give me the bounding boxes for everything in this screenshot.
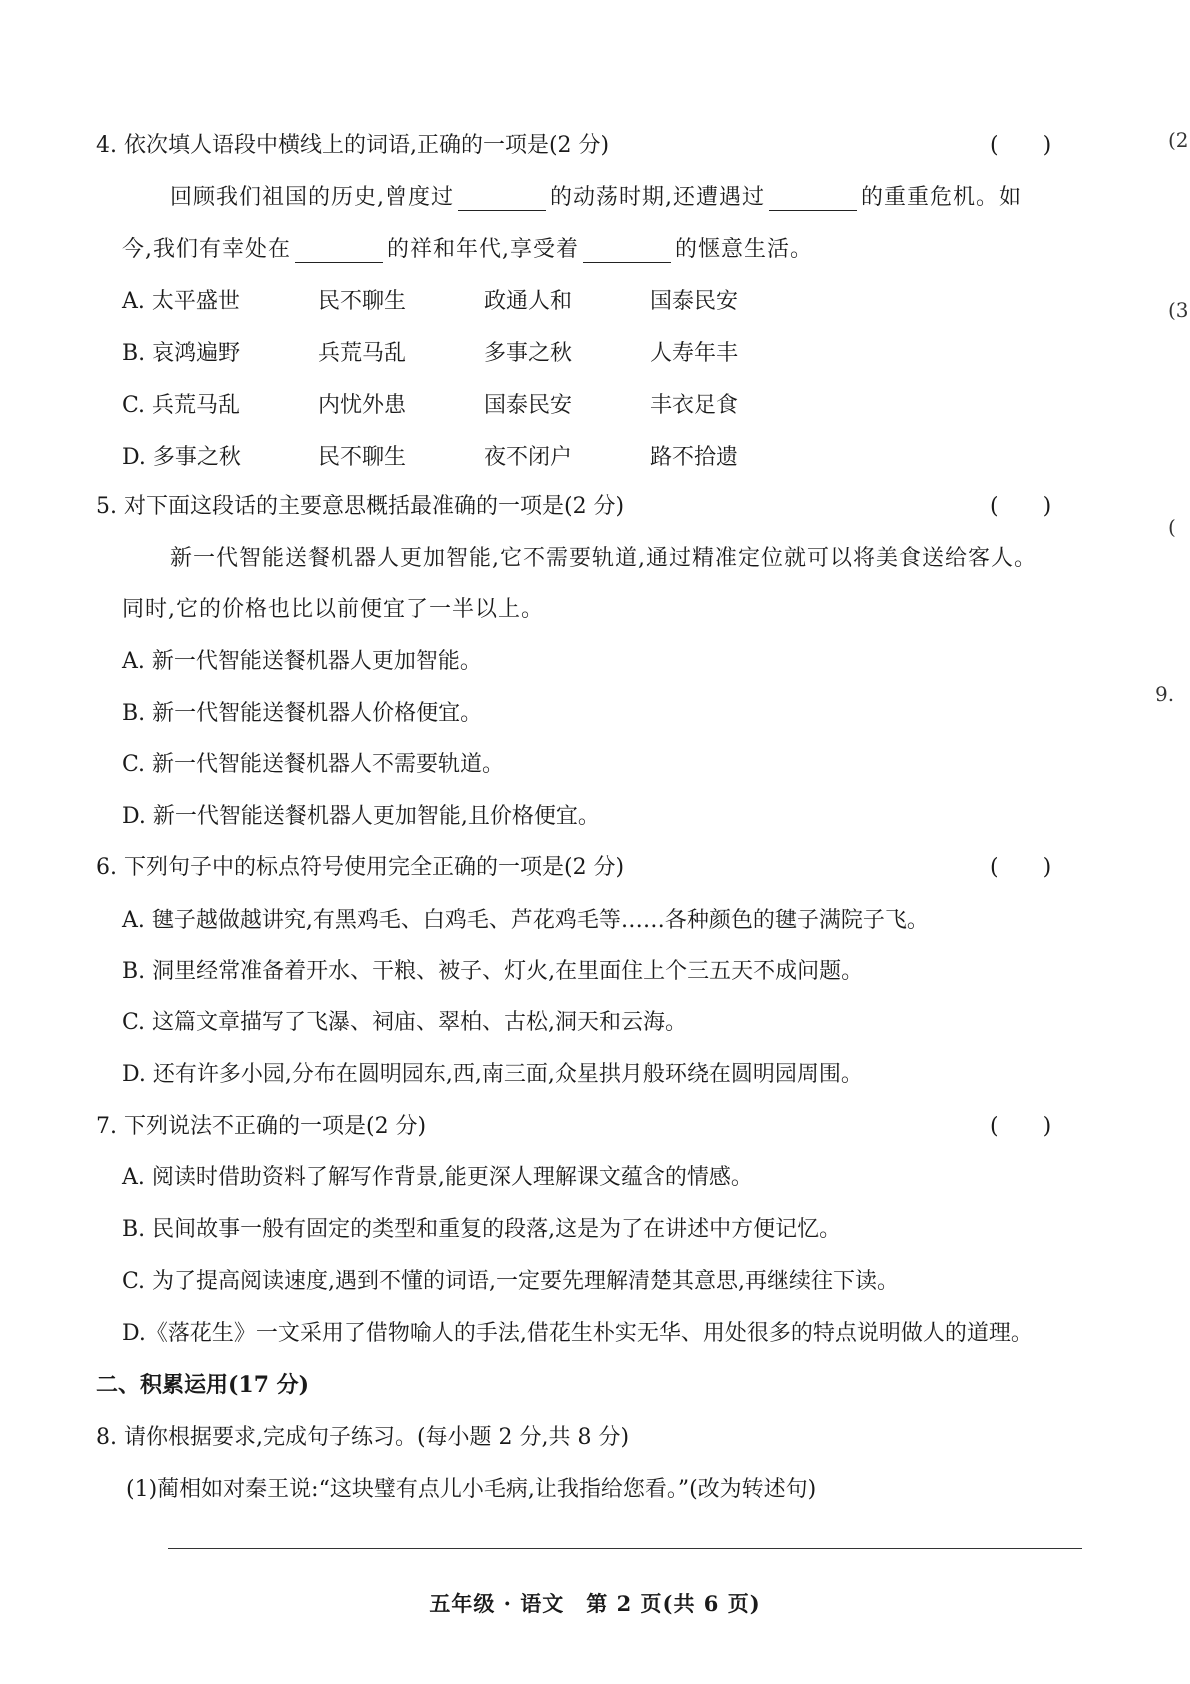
question-5-passage-line-1: 新一代智能送餐机器人更加智能,它不需要轨道,通过精准定位就可以将美食送给客人。 — [170, 546, 1037, 571]
fill-blank[interactable] — [583, 238, 671, 263]
option-word: 夜不闭户 — [484, 445, 573, 470]
option-word: 政通人和 — [484, 289, 573, 314]
fill-blank[interactable] — [769, 186, 857, 211]
option-word: 兵荒马乱 — [318, 341, 407, 366]
option-label: C. 兵荒马乱 — [122, 393, 241, 418]
option[interactable]: B. 洞里经常准备着开水、干粮、被子、灯火,在里面住上个三五天不成问题。 — [122, 959, 864, 984]
option-word: 民不聊生 — [318, 289, 407, 314]
question-8-stem: 8. 请你根据要求,完成句子练习。(每小题 2 分,共 8 分) — [96, 1425, 630, 1450]
option[interactable]: B. 新一代智能送餐机器人价格便宜。 — [122, 701, 483, 726]
edge-fragment: (2 — [1168, 128, 1189, 152]
question-6-stem: 6. 下列句子中的标点符号使用完全正确的一项是(2 分) — [96, 855, 625, 880]
option-word: 人寿年丰 — [650, 341, 739, 366]
option-row[interactable] — [122, 336, 782, 366]
question-5-passage-line-2: 同时,它的价格也比以前便宜了一半以上。 — [122, 597, 544, 622]
option-label: D. 多事之秋 — [122, 445, 241, 470]
fill-blank[interactable] — [458, 186, 546, 211]
question-4-stem: 4. 依次填人语段中横线上的词语,正确的一项是(2 分) — [96, 133, 610, 158]
edge-fragment: ( — [1168, 515, 1176, 539]
option-label: A. 太平盛世 — [122, 289, 240, 314]
answer-paren[interactable]: ( ) — [990, 855, 1052, 880]
option-word: 国泰民安 — [650, 289, 739, 314]
question-4-passage-line-1: 回顾我们祖国的历史,曾度过 的动荡时期,还遭遇过 的重重危机。如 — [170, 185, 1023, 210]
option-word: 国泰民安 — [484, 393, 573, 418]
option[interactable]: A. 新一代智能送餐机器人更加智能。 — [122, 649, 482, 674]
answer-paren[interactable]: ( ) — [990, 133, 1052, 158]
option-row[interactable] — [122, 284, 782, 314]
option-word: 路不拾遗 — [650, 445, 739, 470]
option[interactable]: D.《落花生》一文采用了借物喻人的手法,借花生朴实无华、用处很多的特点说明做人的道理。 — [122, 1321, 1033, 1346]
answer-line[interactable] — [168, 1548, 1082, 1549]
option-row[interactable] — [122, 440, 782, 470]
answer-paren[interactable]: ( ) — [990, 1114, 1052, 1139]
edge-fragment: (3 — [1168, 298, 1189, 322]
question-4-passage-line-2: 今,我们有幸处在 的祥和年代,享受着 的惬意生活。 — [122, 237, 814, 262]
question-8-sub-1: (1)蔺相如对秦王说:“这块璧有点儿小毛病,让我指给您看。”(改为转述句) — [126, 1477, 817, 1502]
question-5-stem: 5. 对下面这段话的主要意思概括最准确的一项是(2 分) — [96, 494, 625, 519]
option[interactable]: D. 新一代智能送餐机器人更加智能,且价格便宜。 — [122, 804, 600, 829]
option-word: 民不聊生 — [318, 445, 407, 470]
option-word: 多事之秋 — [484, 341, 573, 366]
section-heading: 二、积累运用(17 分) — [96, 1372, 310, 1398]
option[interactable]: A. 毽子越做越讲究,有黑鸡毛、白鸡毛、芦花鸡毛等……各种颜色的毽子满院子飞。 — [122, 908, 929, 933]
option-word: 内忧外患 — [318, 393, 407, 418]
option[interactable]: C. 为了提高阅读速度,遇到不懂的词语,一定要先理解清楚其意思,再继续往下读。 — [122, 1269, 900, 1294]
option[interactable]: B. 民间故事一般有固定的类型和重复的段落,这是为了在讲述中方便记忆。 — [122, 1217, 842, 1242]
option[interactable]: A. 阅读时借助资料了解写作背景,能更深人理解课文蕴含的情感。 — [122, 1165, 753, 1190]
option[interactable]: C. 新一代智能送餐机器人不需要轨道。 — [122, 752, 505, 777]
answer-paren[interactable]: ( ) — [990, 494, 1052, 519]
option-label: B. 哀鸿遍野 — [122, 341, 241, 366]
option-word: 丰衣足食 — [650, 393, 739, 418]
fill-blank[interactable] — [295, 238, 383, 263]
option[interactable]: C. 这篇文章描写了飞瀑、祠庙、翠柏、古松,洞天和云海。 — [122, 1010, 688, 1035]
option[interactable]: D. 还有许多小园,分布在圆明园东,西,南三面,众星拱月般环绕在圆明园周围。 — [122, 1062, 863, 1087]
page-footer: 五年级 · 语文 第 2 页(共 6 页) — [429, 1591, 761, 1616]
edge-fragment: 9. — [1155, 682, 1175, 706]
option-row[interactable] — [122, 388, 782, 418]
question-7-stem: 7. 下列说法不正确的一项是(2 分) — [96, 1114, 427, 1139]
